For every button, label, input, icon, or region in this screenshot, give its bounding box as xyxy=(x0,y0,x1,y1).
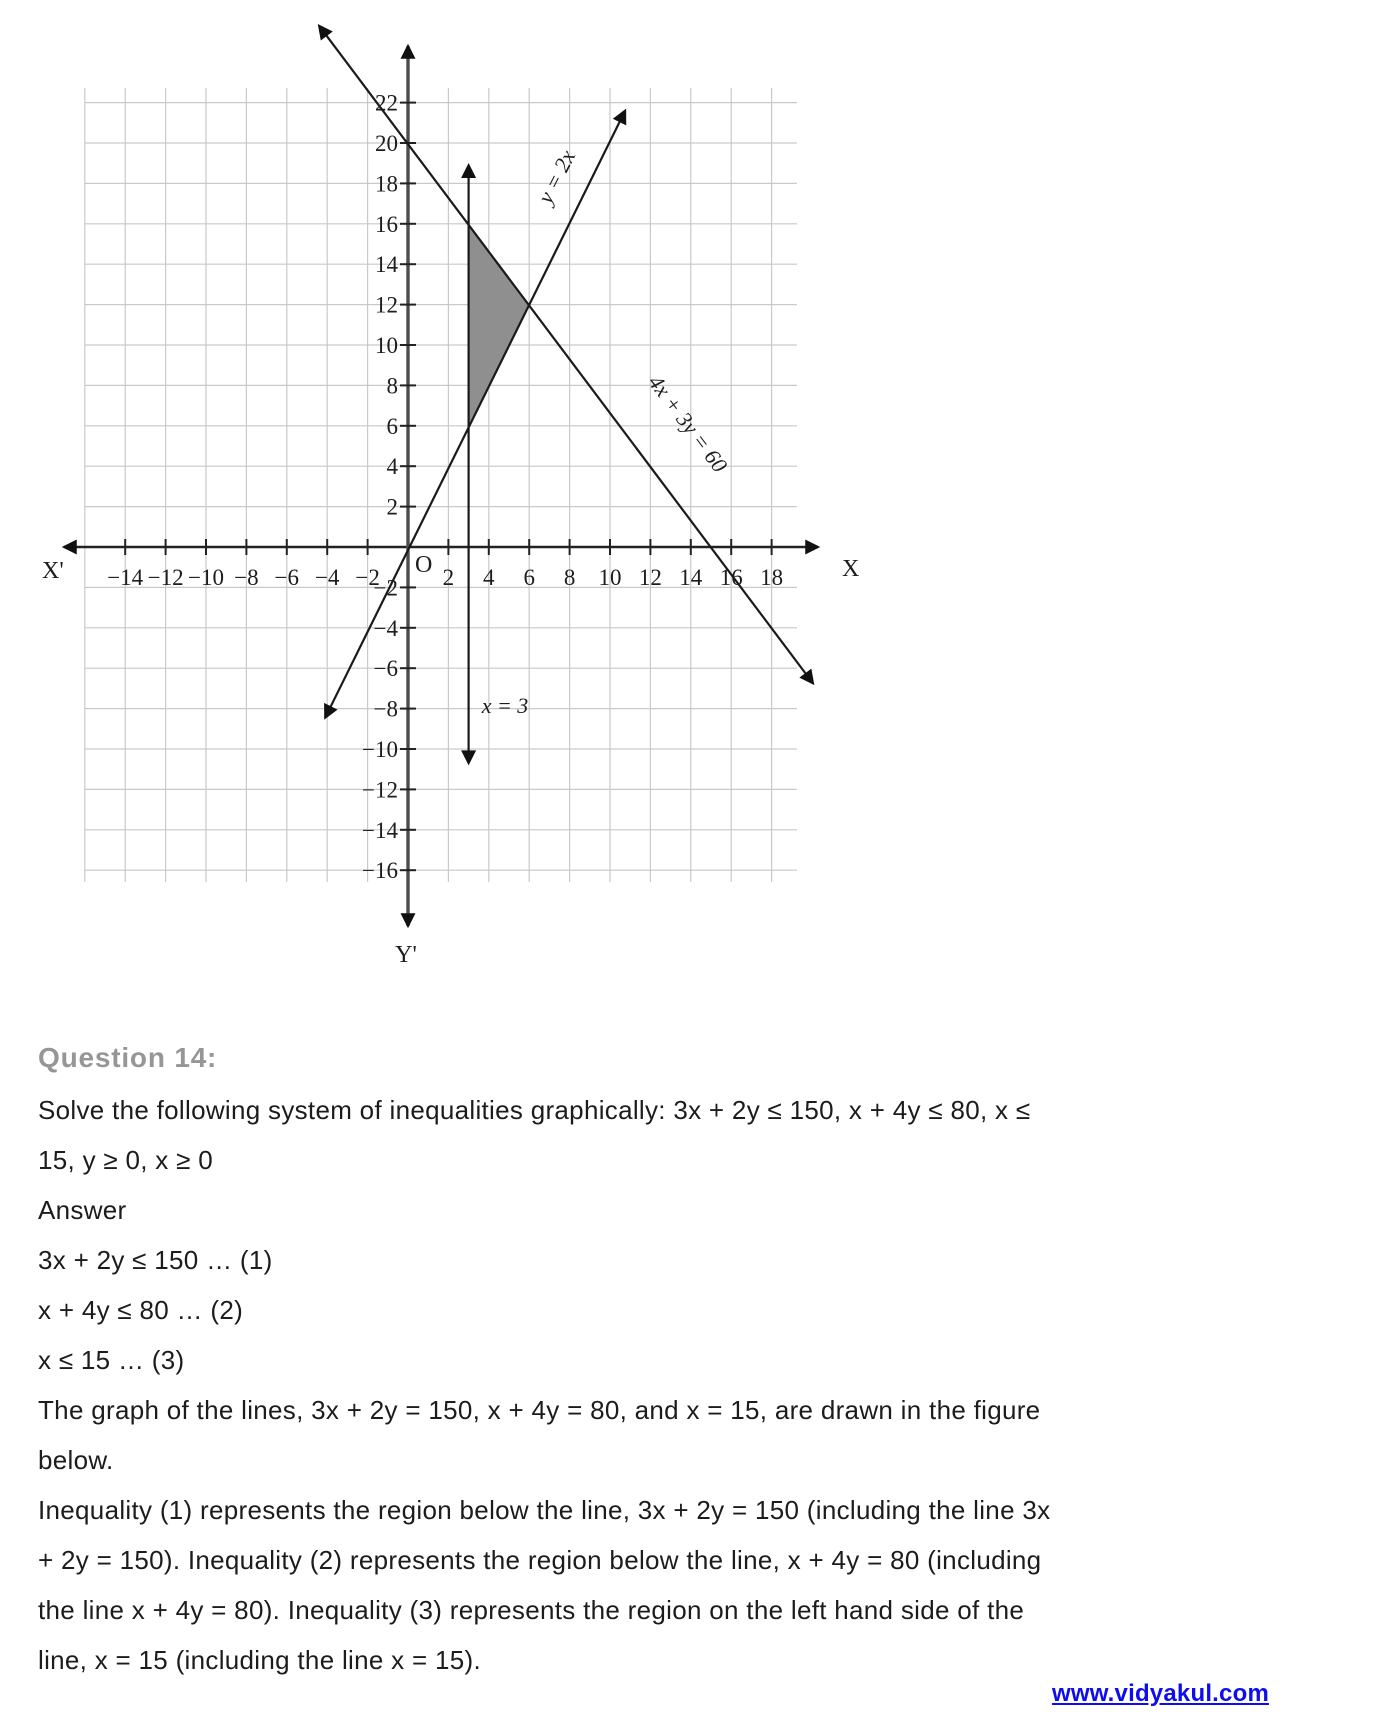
tick-labels xyxy=(107,91,783,884)
y-tick-label: −4 xyxy=(373,615,398,641)
y-tick-label: 8 xyxy=(386,373,398,399)
x-tick-label: 4 xyxy=(483,565,495,590)
y-tick-label: 16 xyxy=(375,211,398,237)
y-tick-label: −14 xyxy=(362,817,398,843)
plot-line xyxy=(325,111,625,718)
x-tick-label: 2 xyxy=(442,565,455,590)
question-text-line: Solve the following system of inequalities graphically: 3x + 2y ≤ 150, x + 4y ≤ 80, x ≤ xyxy=(38,1095,1031,1125)
x-tick-label: 6 xyxy=(523,565,535,590)
plot-line-label: x = 3 xyxy=(481,693,529,718)
y-tick-label: −2 xyxy=(373,575,398,601)
y-tick-label: 10 xyxy=(375,333,398,358)
inequality-3: x ≤ 15 … (3) xyxy=(38,1345,185,1375)
x-tick-label: −12 xyxy=(147,565,184,590)
answer-text-line: The graph of the lines, 3x + 2y = 150, x + 4y = 80, and x = 15, are drawn in the figure xyxy=(38,1395,1041,1425)
y-axis-negative-label: Y' xyxy=(395,942,417,968)
y-tick-label: −6 xyxy=(373,656,398,682)
y-tick-label: 4 xyxy=(386,454,398,480)
plot-line-labels xyxy=(481,146,733,718)
answer-text-line: the line x + 4y = 80). Inequality (3) represents the region on the left hand side of the xyxy=(38,1595,1025,1625)
x-tick-label: 12 xyxy=(638,565,662,590)
answer-text-line: line, x = 15 (including the line x = 15). xyxy=(38,1645,482,1675)
x-tick-label: −2 xyxy=(355,565,380,590)
question-text-line: 15, y ≥ 0, x ≥ 0 xyxy=(38,1145,213,1175)
y-tick-label: 18 xyxy=(375,171,398,197)
inequality-1: 3x + 2y ≤ 150 … (1) xyxy=(38,1245,273,1275)
x-tick-label: 18 xyxy=(760,565,784,590)
plot-line-label: 4x + 3y = 60 xyxy=(643,369,733,478)
figure-container xyxy=(0,0,880,985)
inequalities-graph-figure xyxy=(0,0,880,985)
y-tick-label: 6 xyxy=(386,413,398,439)
answer-text-line: Inequality (1) represents the region below the line, 3x + 2y = 150 (including the line 3x xyxy=(38,1495,1051,1525)
x-tick-label: 14 xyxy=(679,565,703,590)
y-tick-label: −10 xyxy=(362,737,398,762)
y-tick-label: −8 xyxy=(373,696,398,722)
y-tick-label: 2 xyxy=(386,494,398,520)
y-tick-label: 22 xyxy=(375,90,398,116)
x-tick-label: −14 xyxy=(107,565,144,590)
x-tick-label: 10 xyxy=(598,565,622,590)
plot-line-label: y = 2x xyxy=(532,145,581,208)
origin-label: O xyxy=(415,552,433,578)
y-tick-label: −12 xyxy=(362,777,398,803)
x-axis-negative-label: X' xyxy=(42,558,64,584)
y-tick-label: −16 xyxy=(362,858,398,884)
y-tick-label: 14 xyxy=(375,252,398,278)
x-tick-label: −10 xyxy=(188,565,224,590)
axes xyxy=(64,46,818,926)
x-tick-label: 8 xyxy=(563,565,576,590)
y-tick-label: 20 xyxy=(375,131,398,156)
question-answer-section xyxy=(38,1040,1348,1685)
inequality-2: x + 4y ≤ 80 … (2) xyxy=(38,1295,244,1325)
y-tick-label: 12 xyxy=(375,292,398,318)
question-heading: Question 14: xyxy=(38,1042,218,1073)
answer-label: Answer xyxy=(38,1195,127,1225)
x-axis-label: X xyxy=(842,556,860,582)
x-tick-label: −6 xyxy=(274,565,300,590)
answer-text-line: below. xyxy=(38,1445,114,1475)
answer-text-line: + 2y = 150). Inequality (2) represents the region below the line, x + 4y = 80 (including xyxy=(38,1545,1042,1575)
vidyakul-link[interactable]: www.vidyakul.com xyxy=(1051,1680,1269,1707)
x-tick-label: −8 xyxy=(234,565,259,590)
x-tick-label: −4 xyxy=(314,565,340,590)
x-tick-label: 16 xyxy=(719,565,743,590)
